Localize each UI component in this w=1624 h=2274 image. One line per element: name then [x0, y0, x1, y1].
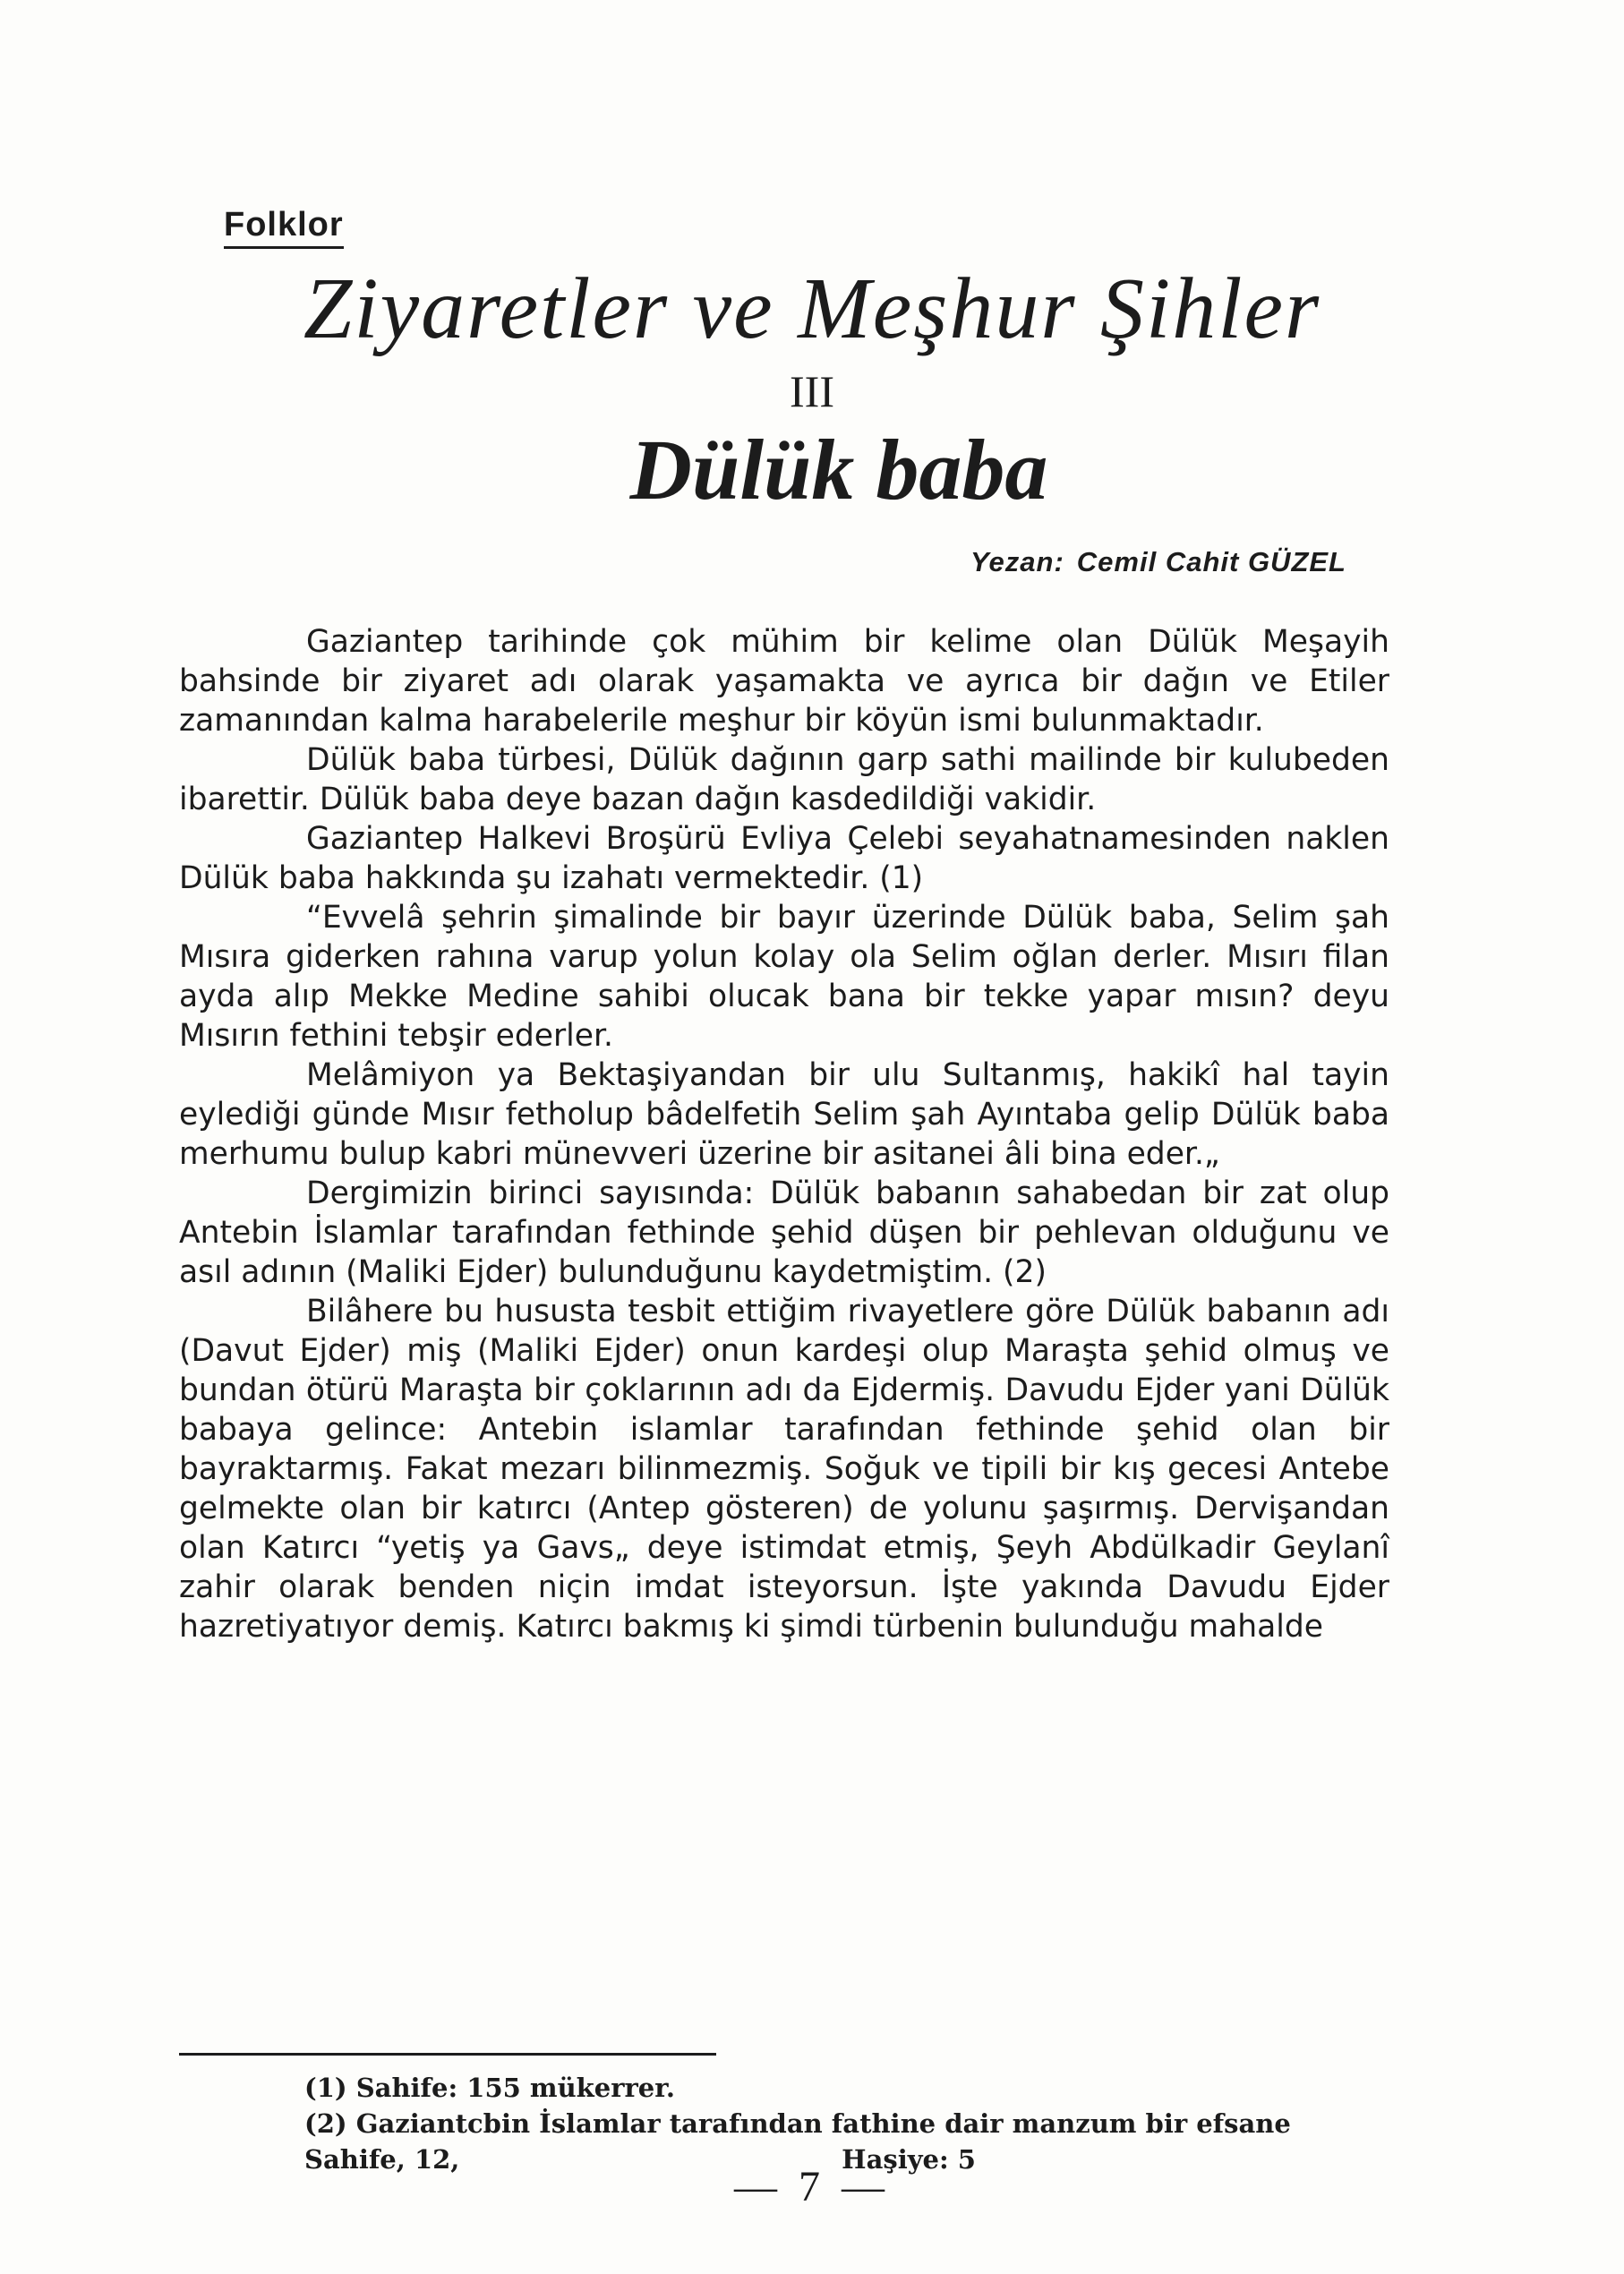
article-title: Ziyaretler ve Meşhur Şihler [303, 261, 1321, 357]
article-body [179, 622, 1389, 1646]
footnotes [304, 2070, 1392, 2177]
paragraph: Dergimizin birinci sayısında: Dülük babanın sahabedan bir zat olup Antebin İslamlar tarafından fethinde şehid düşen bir pehlevan olduğunu ve asıl adının (Maliki Ejder) bulunduğunu kaydetmiştim. (2) [179, 1175, 1389, 1290]
footnote-2-note: Haşiye: 5 [842, 2144, 976, 2175]
part-numeral: III [790, 366, 834, 416]
footnote-2: (2) Gaziantcbin İslamlar tarafından fathine dair manzum bir efsane [304, 2108, 1291, 2139]
byline-author: Cemil Cahit GÜZEL [1076, 546, 1346, 577]
paragraph: Gaziantep tarihinde çok mühim bir kelime olan Dülük Meşayih bahsinde bir ziyaret adı olarak yaşamakta ve ayrıca bir dağın ve Etiler zamanından kalma harabelerile meşhur bir köyün ismi bulunmaktadır. [179, 624, 1389, 739]
footnote-1: (1) Sahife: 155 mükerrer. [304, 2073, 675, 2103]
paragraph: Melâmiyon ya Bektaşiyandan bir ulu Sultanmış, hakikî hal tayin eylediği günde Mısır fetholup bâdelfetih Selim şah Ayıntaba gelip Dülük baba merhumu bulup kabri münevveri üzerine bir asitanei âli bina eder.„ [179, 1057, 1389, 1172]
section-label: Folklor [224, 206, 344, 249]
byline-prefix: Yezan: [970, 546, 1064, 577]
footnote-2-page: Sahife, 12, [304, 2144, 460, 2175]
paragraph: Gaziantep Halkevi Broşürü Evliya Çelebi seyahatnamesinden naklen Dülük baba hakkında şu izahatı vermektedir. (1) [179, 821, 1389, 896]
paragraph: “Evvelâ şehrin şimalinde bir bayır üzerinde Dülük baba, Selim şah Mısıra giderken rahına varup yolun kolay ola Selim oğlan derler. Mısırı filan ayda alıp Mekke Medine sahibi olucak bana bir tekke yapar mısın? deyu Mısırın fethini tebşir ederler. [179, 900, 1389, 1054]
page-number: — 7 — [734, 2163, 890, 2210]
paragraph: Dülük baba türbesi, Dülük dağının garp sathi mailinde bir kulubeden ibarettir. Dülük baba deye bazan dağın kasdedildiği vakidir. [179, 742, 1389, 817]
article-subtitle: Dülük baba [629, 422, 1048, 517]
paragraph: Bilâhere bu hususta tesbit ettiğim rivayetlere göre Dülük babanın adı (Davut Ejder) miş (Maliki Ejder) onun kardeşi olup Maraşta şehid olmuş ve bundan ötürü Maraşta bir çoklarının adı da Ejdermiş. Davudu Ejder yani Dülük babaya gelince: Antebin islamlar tarafından fethinde şehid olan bir bayraktarmış. Fakat mezarı bilinmezmiş. Soğuk ve tipili bir kış gecesi Antebe gelmekte olan bir katırcı (Antep gösteren) de yolunu şaşırmış. Dervişandan olan Katırcı “yetiş ya Gavs„ deye istimdat etmiş, Şeyh Abdülkadir Geylanî zahir olarak benden niçin imdat isteyorsun. İşte yakında Davudu Ejder hazretiyatıyor demiş. Katırcı bakmış ki şimdi türbenin bulunduğu mahalde [179, 1294, 1389, 1645]
footnote-divider [179, 2053, 716, 2056]
byline [970, 546, 1346, 578]
